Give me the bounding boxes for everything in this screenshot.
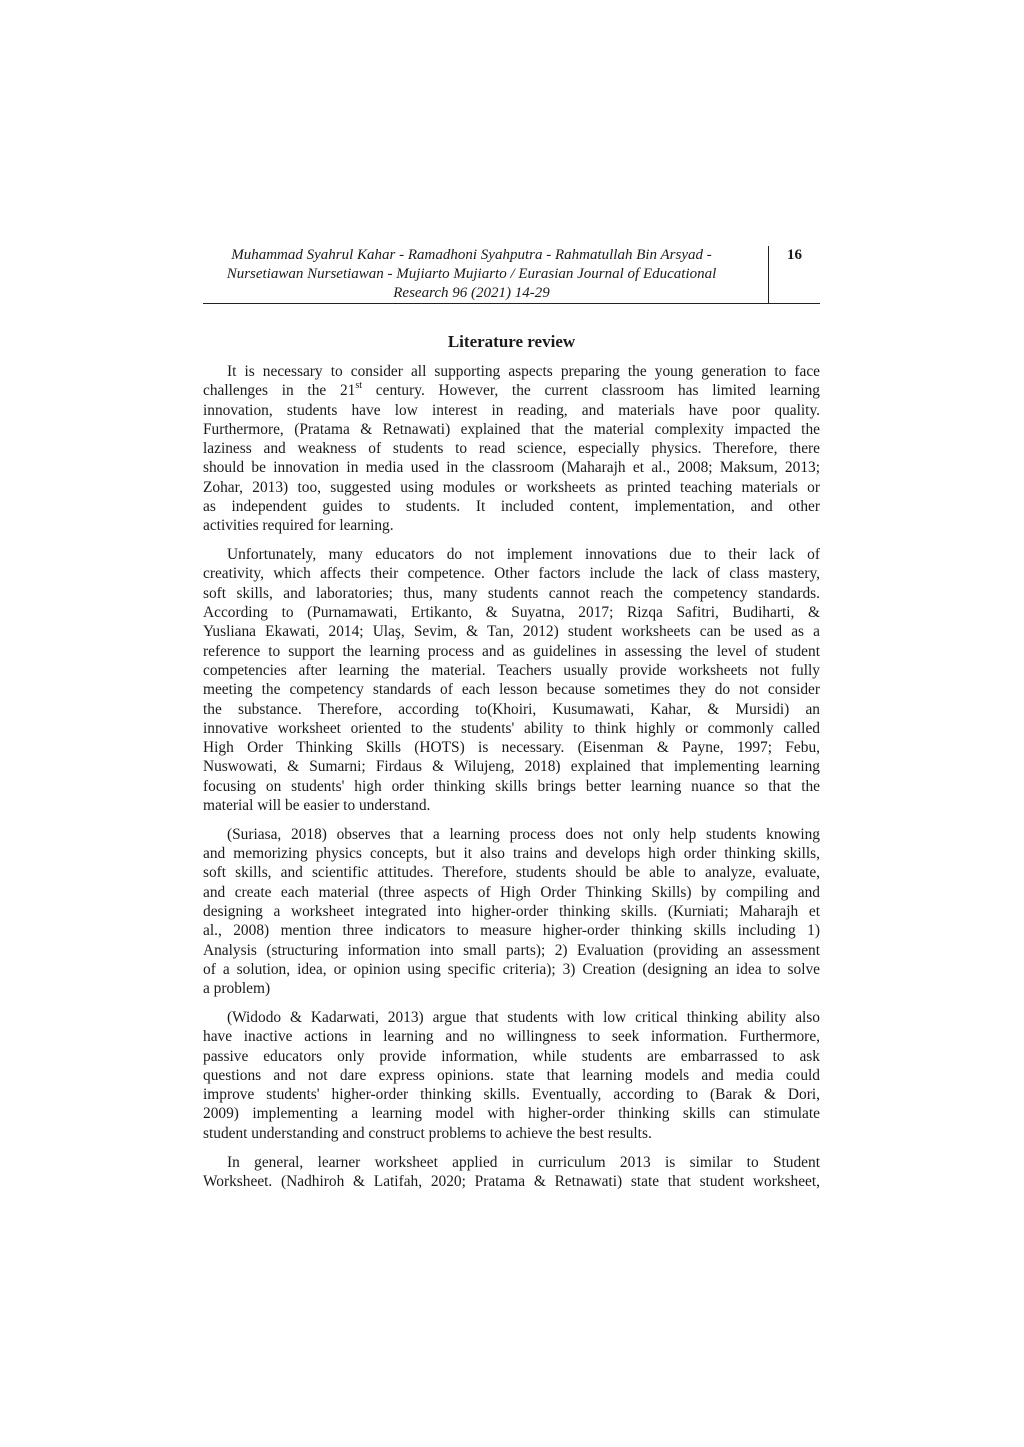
text-line: and create each material (three aspects of High Order Thinking Skills) by compiling and [203, 883, 820, 901]
paragraph [203, 1153, 820, 1192]
paragraph [203, 825, 820, 999]
text-line: competencies after learning the material. Teachers usually provide worksheets not fully [203, 661, 820, 679]
text-line: Furthermore, (Pratama & Retnawati) explained that the material complexity impacted the [203, 420, 820, 438]
text-line: (Widodo & Kadarwati, 2013) argue that students with low critical thinking ability also [227, 1009, 820, 1026]
text-line: material will be easier to understand. [203, 797, 431, 815]
text-line [203, 381, 820, 400]
text-line: student understanding and construct problems to achieve the best results. [203, 1124, 652, 1142]
header-citation [203, 246, 769, 303]
text-line: questions and not dare express opinions. state that learning models and media could [203, 1066, 820, 1084]
text-line: the substance. Therefore, according to(Khoiri, Kusumawati, Kahar, & Mursidi) an [203, 700, 820, 718]
text-line: meeting the competency standards of each lesson because sometimes they do not consider [203, 681, 820, 699]
text-line: innovation, students have low interest in reading, and materials have poor quality. [203, 401, 820, 419]
text-line: should be innovation in media used in the classroom (Maharajh et al., 2008; Maksum, 2013; [203, 459, 820, 477]
superscript: st [355, 380, 363, 392]
text-line: 2009) implementing a learning model with higher-order thinking skills can stimulate [203, 1105, 820, 1123]
text-line: soft skills, and laboratories; thus, many students cannot reach the competency standards. [203, 584, 820, 602]
paragraph [203, 362, 820, 536]
text-line: soft skills, and scientific attitudes. Therefore, students should be able to analyze, evaluate, [203, 864, 820, 882]
paragraph [203, 545, 820, 815]
text-line: Yusliana Ekawati, 2014; Ulaş, Sevim, & Tan, 2012) student worksheets can be used as a [203, 623, 820, 641]
header-citation-line: Nursetiawan Nursetiawan - Mujiarto Mujiarto / Eurasian Journal of Educational [226, 266, 717, 282]
text-line: Analysis (structuring information into small parts); 2) Evaluation (providing an assessment [203, 941, 820, 959]
text-line: improve students' higher-order thinking skills. Eventually, according to (Barak & Dori, [203, 1086, 820, 1104]
text-line: focusing on students' high order thinking skills brings better learning nuance so that the [203, 777, 820, 795]
header-citation-line: Research 96 (2021) 14-29 [393, 285, 550, 301]
text-line: Zohar, 2013) too, suggested using modules or worksheets as printed teaching materials or [203, 478, 820, 496]
body-text [203, 362, 820, 1201]
text-span: challenges in the 21 [203, 382, 356, 400]
text-span: century. However, the current classroom has limited learning [362, 382, 820, 400]
paragraph [203, 1008, 820, 1143]
text-line: designing a worksheet integrated into higher-order thinking skills. (Kurniati; Maharajh et [203, 903, 820, 921]
text-line: creativity, which affects their competence. Other factors include the lack of class mastery, [203, 565, 820, 583]
text-line: High Order Thinking Skills (HOTS) is necessary. (Eisenman & Payne, 1997; Febu, [203, 739, 820, 757]
text-line: as independent guides to students. It included content, implementation, and other [203, 498, 820, 516]
text-line: and memorizing physics concepts, but it also trains and develops high order thinking skills, [203, 845, 820, 863]
text-line: Unfortunately, many educators do not implement innovations due to their lack of [227, 546, 820, 564]
text-line: It is necessary to consider all supporting aspects preparing the young generation to face [227, 363, 820, 380]
text-line: Worksheet. (Nadhiroh & Latifah, 2020; Pratama & Retnawati) state that student worksheet, [203, 1172, 820, 1190]
text-line: laziness and weakness of students to read science, especially physics. Therefore, there [203, 440, 820, 458]
text-line: passive educators only provide information, while students are embarrassed to ask [203, 1047, 820, 1065]
text-line: a problem) [203, 980, 271, 998]
section-title: Literature review [447, 332, 576, 351]
text-line: Nuswowati, & Sumarni; Firdaus & Wilujeng, 2018) explained that implementing learning [203, 758, 820, 776]
text-line: al., 2008) mention three indicators to measure higher-order thinking skills including 1) [203, 922, 820, 940]
text-line: (Suriasa, 2018) observes that a learning process does not only help students knowing [227, 825, 820, 843]
running-header [203, 246, 820, 304]
text-line: have inactive actions in learning and no willingness to seek information. Furthermore, [203, 1028, 820, 1046]
text-line: According to (Purnamawati, Ertikanto, & Suyatna, 2017; Rizqa Safitri, Budiharti, & [203, 604, 820, 622]
text-line: activities required for learning. [203, 517, 394, 535]
text-line: innovative worksheet oriented to the students' ability to think highly or commonly called [203, 719, 820, 737]
page-number: 16 [787, 247, 802, 263]
header-citation-line: Muhammad Syahrul Kahar - Ramadhoni Syahputra - Rahmatullah Bin Arsyad - [231, 247, 712, 263]
text-line: of a solution, idea, or opinion using specific criteria); 3) Creation (designing an idea to solve [203, 960, 820, 978]
text-line: reference to support the learning process and as guidelines in assessing the level of student [203, 642, 820, 660]
text-line: In general, learner worksheet applied in curriculum 2013 is similar to Student [227, 1153, 820, 1171]
